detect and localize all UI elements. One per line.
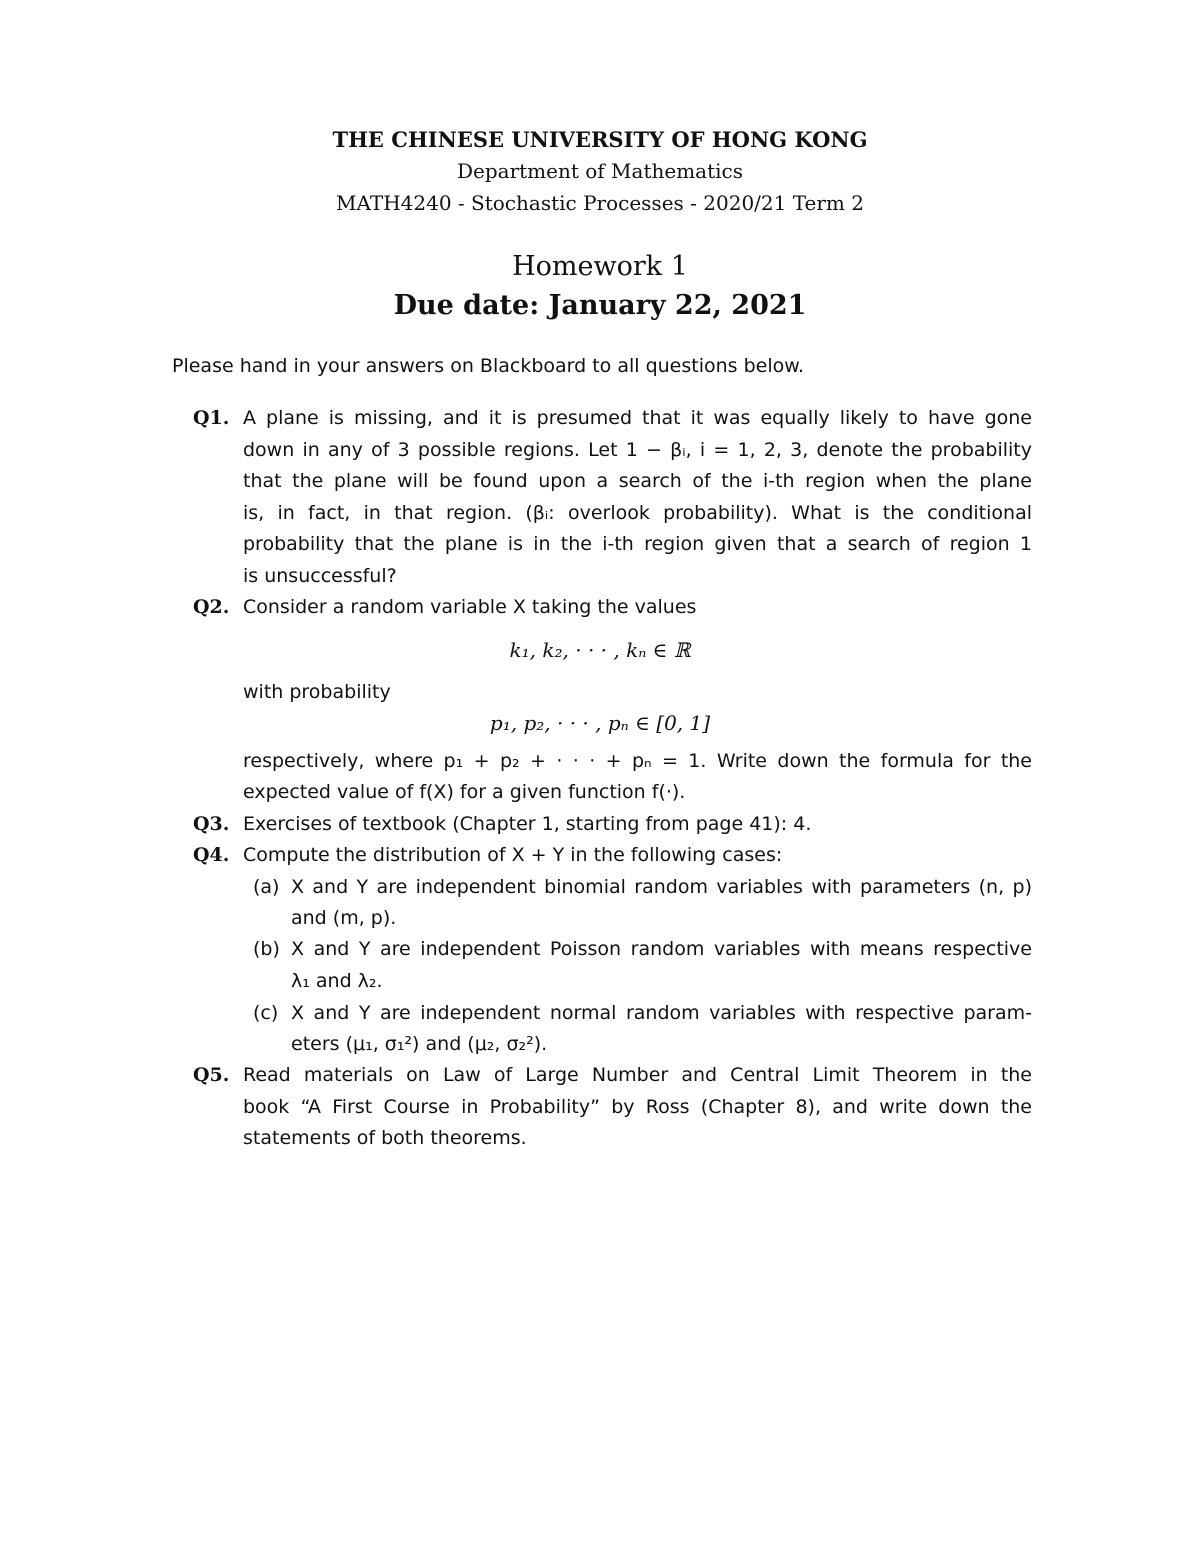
instructions: Please hand in your answers on Blackboard to all questions below.	[172, 355, 805, 377]
q1-line: that the plane will be found upon a search of the i-th region when the plane	[243, 470, 1032, 492]
q4-part-line: X and Y are independent binomial random variables with parameters (n, p)	[291, 876, 1032, 898]
course-title: MATH4240 - Stochastic Processes - 2020/21 Term 2	[336, 191, 864, 215]
question-label-q2: Q2.	[193, 596, 230, 618]
q2-probabilities-formula: p₁, p₂, · · · , pₙ ∈ [0, 1]	[489, 711, 711, 735]
q3-text: Exercises of textbook (Chapter 1, starting from page 41): 4.	[243, 813, 812, 835]
question-label-q1: Q1.	[193, 407, 230, 429]
q1-line: A plane is missing, and it is presumed that it was equally likely to have gone	[243, 407, 1032, 429]
homework-title: Homework 1	[512, 251, 688, 282]
university-name: THE CHINESE UNIVERSITY OF HONG KONG	[332, 127, 868, 152]
q2-line: Consider a random variable X taking the values	[243, 596, 697, 618]
q4-part-marker: (a)	[253, 876, 280, 898]
q4-text: Compute the distribution of X + Y in the following cases:	[243, 844, 783, 866]
q2-values-formula: k₁, k₂, · · · , kₙ ∈ ℝ	[509, 638, 691, 662]
q2-line: with probability	[243, 681, 391, 703]
question-label-q3: Q3.	[193, 813, 230, 835]
q5-line: Read materials on Law of Large Number and Central Limit Theorem in the	[243, 1064, 1032, 1086]
question-label-q5: Q5.	[193, 1064, 230, 1086]
q4-part-line: eters (μ₁, σ₁²) and (μ₂, σ₂²).	[291, 1033, 548, 1055]
q4-part-marker: (b)	[253, 938, 280, 960]
q4-part-line: and (m, p).	[291, 907, 397, 929]
q4-part-line: X and Y are independent normal random variables with respective param-	[291, 1002, 1032, 1024]
due-date: Due date: January 22, 2021	[393, 290, 807, 321]
q1-line: is unsuccessful?	[243, 565, 397, 587]
q5-line: statements of both theorems.	[243, 1127, 527, 1149]
department-name: Department of Mathematics	[456, 159, 743, 183]
q4-part-line: λ₁ and λ₂.	[291, 970, 383, 992]
q2-line: respectively, where p₁ + p₂ + · · · + pₙ = 1. Write down the formula for the	[243, 750, 1032, 772]
q1-line: is, in fact, in that region. (βᵢ: overlook probability). What is the conditional	[243, 502, 1032, 524]
q5-line: book “A First Course in Probability” by Ross (Chapter 8), and write down the	[243, 1096, 1032, 1118]
q2-line: expected value of f(X) for a given function f(·).	[243, 781, 686, 803]
question-label-q4: Q4.	[193, 844, 230, 866]
q1-line: down in any of 3 possible regions. Let 1 − βᵢ, i = 1, 2, 3, denote the probability	[243, 439, 1032, 461]
q4-part-marker: (c)	[253, 1002, 279, 1024]
q4-part-line: X and Y are independent Poisson random variables with means respective	[291, 938, 1032, 960]
q1-line: probability that the plane is in the i-th region given that a search of region 1	[243, 533, 1032, 555]
